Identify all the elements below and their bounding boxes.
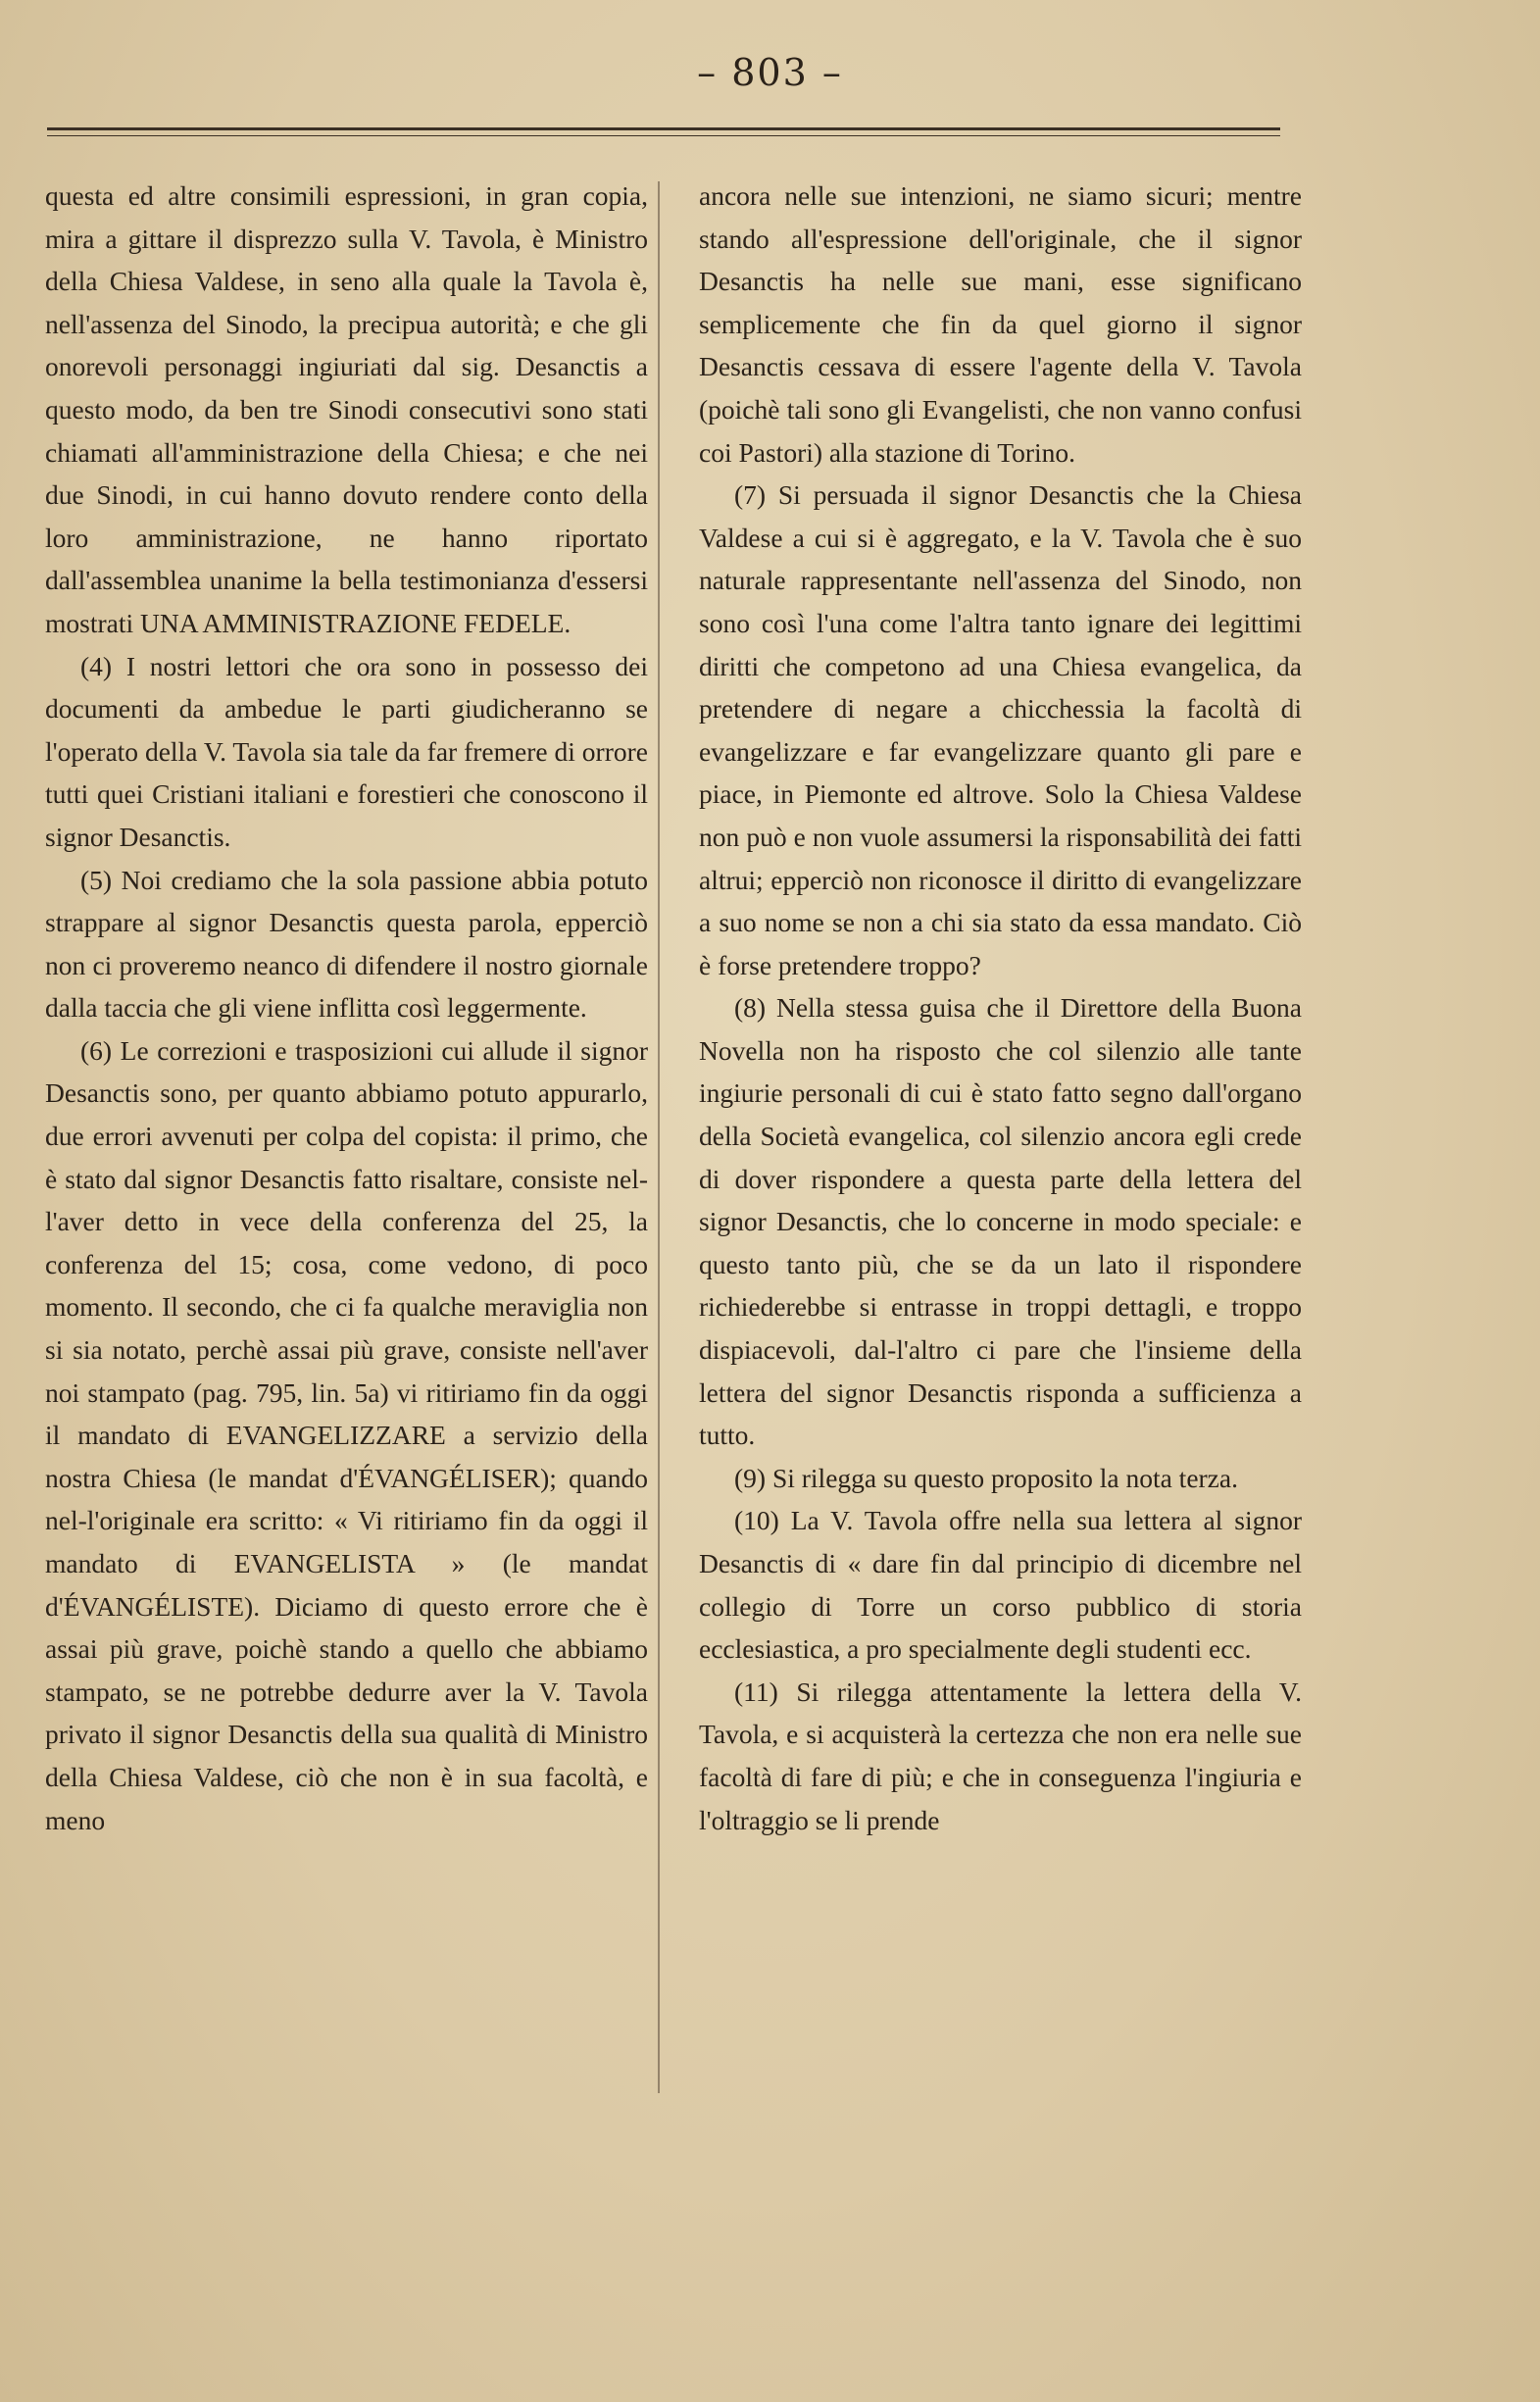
note-10: (10) La V. Tavola offre nella sua lettera al signor Desanctis di « dare fin dal principio di dicembre nel collegio di Torre un corso pubblico di storia ecclesiastica, a pro specialmente degli studenti ecc. bbox=[699, 1505, 1302, 1665]
header-rule bbox=[47, 127, 1280, 136]
note-6: (6) Le correzioni e trasposizioni cui allude il signor Desanctis sono, per quanto abbiamo potuto appurarlo, due errori avvenuti per colpa del copista: il primo, che è stato dal signor Desanctis fatto risaltare, consiste nel-l'aver detto in vece della conferenza del 25, la conferenza del 15; cosa, come vedono, di poco momento. Il secondo, che ci fa qualche meraviglia non si sia notato, perchè assai più grave, consiste nell'aver noi stampato (pag. 795, lin. 5a) vi ritiriamo fin da oggi il mandato di EVANGELIZZARE a servizio della nostra Chiesa (le mandat d'ÉVANGÉLISER); quando nel-l'originale era scritto: « Vi ritiriamo fin da oggi il mandato di EVANGELISTA » (le mandat d'ÉVANGÉLISTE). Diciamo di questo errore che è assai più grave, poichè stando a quello che abbiamo stampato, se ne potrebbe dedurre aver la V. Tavola privato il signor Desanctis della sua qualità di Ministro della Chiesa Valdese, ciò che non è in sua facoltà, e meno bbox=[45, 1034, 648, 1835]
note-11: (11) Si rilegga attentamente la lettera della V. Tavola, e si acquisterà la certezza che non era nelle sue facoltà di fare di più; e che in conseguenza l'ingiuria e l'oltraggio se li prende bbox=[699, 1676, 1302, 1835]
page-number: – 803 – bbox=[697, 51, 843, 94]
paragraph-continuation: questa ed altre consimili espressioni, in gran copia, mira a gittare il disprezzo sulla V. Tavola, è Ministro della Chiesa Valdese, in seno alla quale la Tavola è, nell'assenza del Sinodo, la precipua autorità; e che gli onorevoli personaggi ingiuriati dal sig. Desanctis a questo modo, da ben tre Sinodi consecutivi sono stati chiamati all'amministrazione della Chiesa; e che nei due Sinodi, in cui hanno dovuto rendere conto della loro amministrazione, ne hanno riportato dall'assemblea unanime la bella testimonianza d'essersi mostrati UNA AMMINISTRAZIONE FEDELE. bbox=[45, 180, 648, 638]
right-column bbox=[699, 175, 1302, 1841]
note-5: (5) Noi crediamo che la sola passione abbia potuto strappare al signor Desanctis questa parola, epperciò non ci proveremo neanco di difendere il nostro giornale dalla taccia che gli viene inflitta così leggermente. bbox=[45, 864, 648, 1024]
left-column bbox=[45, 175, 648, 1841]
note-4: (4) I nostri lettori che ora sono in possesso dei documenti da ambedue le parti giudicheranno se l'operato della V. Tavola sia tale da far fremere di orrore tutti quei Cristiani italiani e forestieri che conoscono il signor Desanctis. bbox=[45, 650, 648, 852]
note-7: (7) Si persuada il signor Desanctis che la Chiesa Valdese a cui si è aggregato, e la V. Tavola che è suo naturale rappresentante nell'assenza del Sinodo, non sono così l'una come l'altra tanto ignare dei legittimi diritti che competono ad una Chiesa evangelica, da pretendere di negare a chicchessia la facoltà di evangelizzare e far evangelizzare quanto gli pare e piace, in Piemonte ed altrove. Solo la Chiesa Valdese non può e non vuole assumersi la risponsabilità dei fatti altrui; epperciò non riconosce il diritto di evangelizzare a suo nome se non a chi sia stato da essa mandato. Ciò è forse pretendere troppo? bbox=[699, 479, 1302, 980]
note-8: (8) Nella stessa guisa che il Direttore della Buona Novella non ha risposto che col silenzio alle tante ingiurie personali di cui è stato fatto segno dall'organo della Società evangelica, col silenzio ancora egli crede di dover rispondere a questa parte della lettera del signor Desanctis, che lo concerne in modo speciale: e questo tanto più, che se da un lato il rispondere richiederebbe si entrasse in troppi dettagli, e troppo dispiacevoli, dal-l'altro ci pare che l'insieme della lettera del signor Desanctis risponda a sufficienza a tutto. bbox=[699, 992, 1302, 1451]
note-9: (9) Si rilegga su questo proposito la nota terza. bbox=[734, 1462, 1238, 1493]
column-divider bbox=[658, 181, 660, 2093]
paragraph-continuation-right: ancora nelle sue intenzioni, ne siamo sicuri; mentre stando all'espressione dell'originale, che il signor Desanctis ha nelle sue mani, esse significano semplicemente che fin da quel giorno il signor Desanctis cessava di essere l'agente della V. Tavola (poichè tali sono gli Evangelisti, che non vanno confusi coi Pastori) alla stazione di Torino. bbox=[699, 180, 1302, 468]
